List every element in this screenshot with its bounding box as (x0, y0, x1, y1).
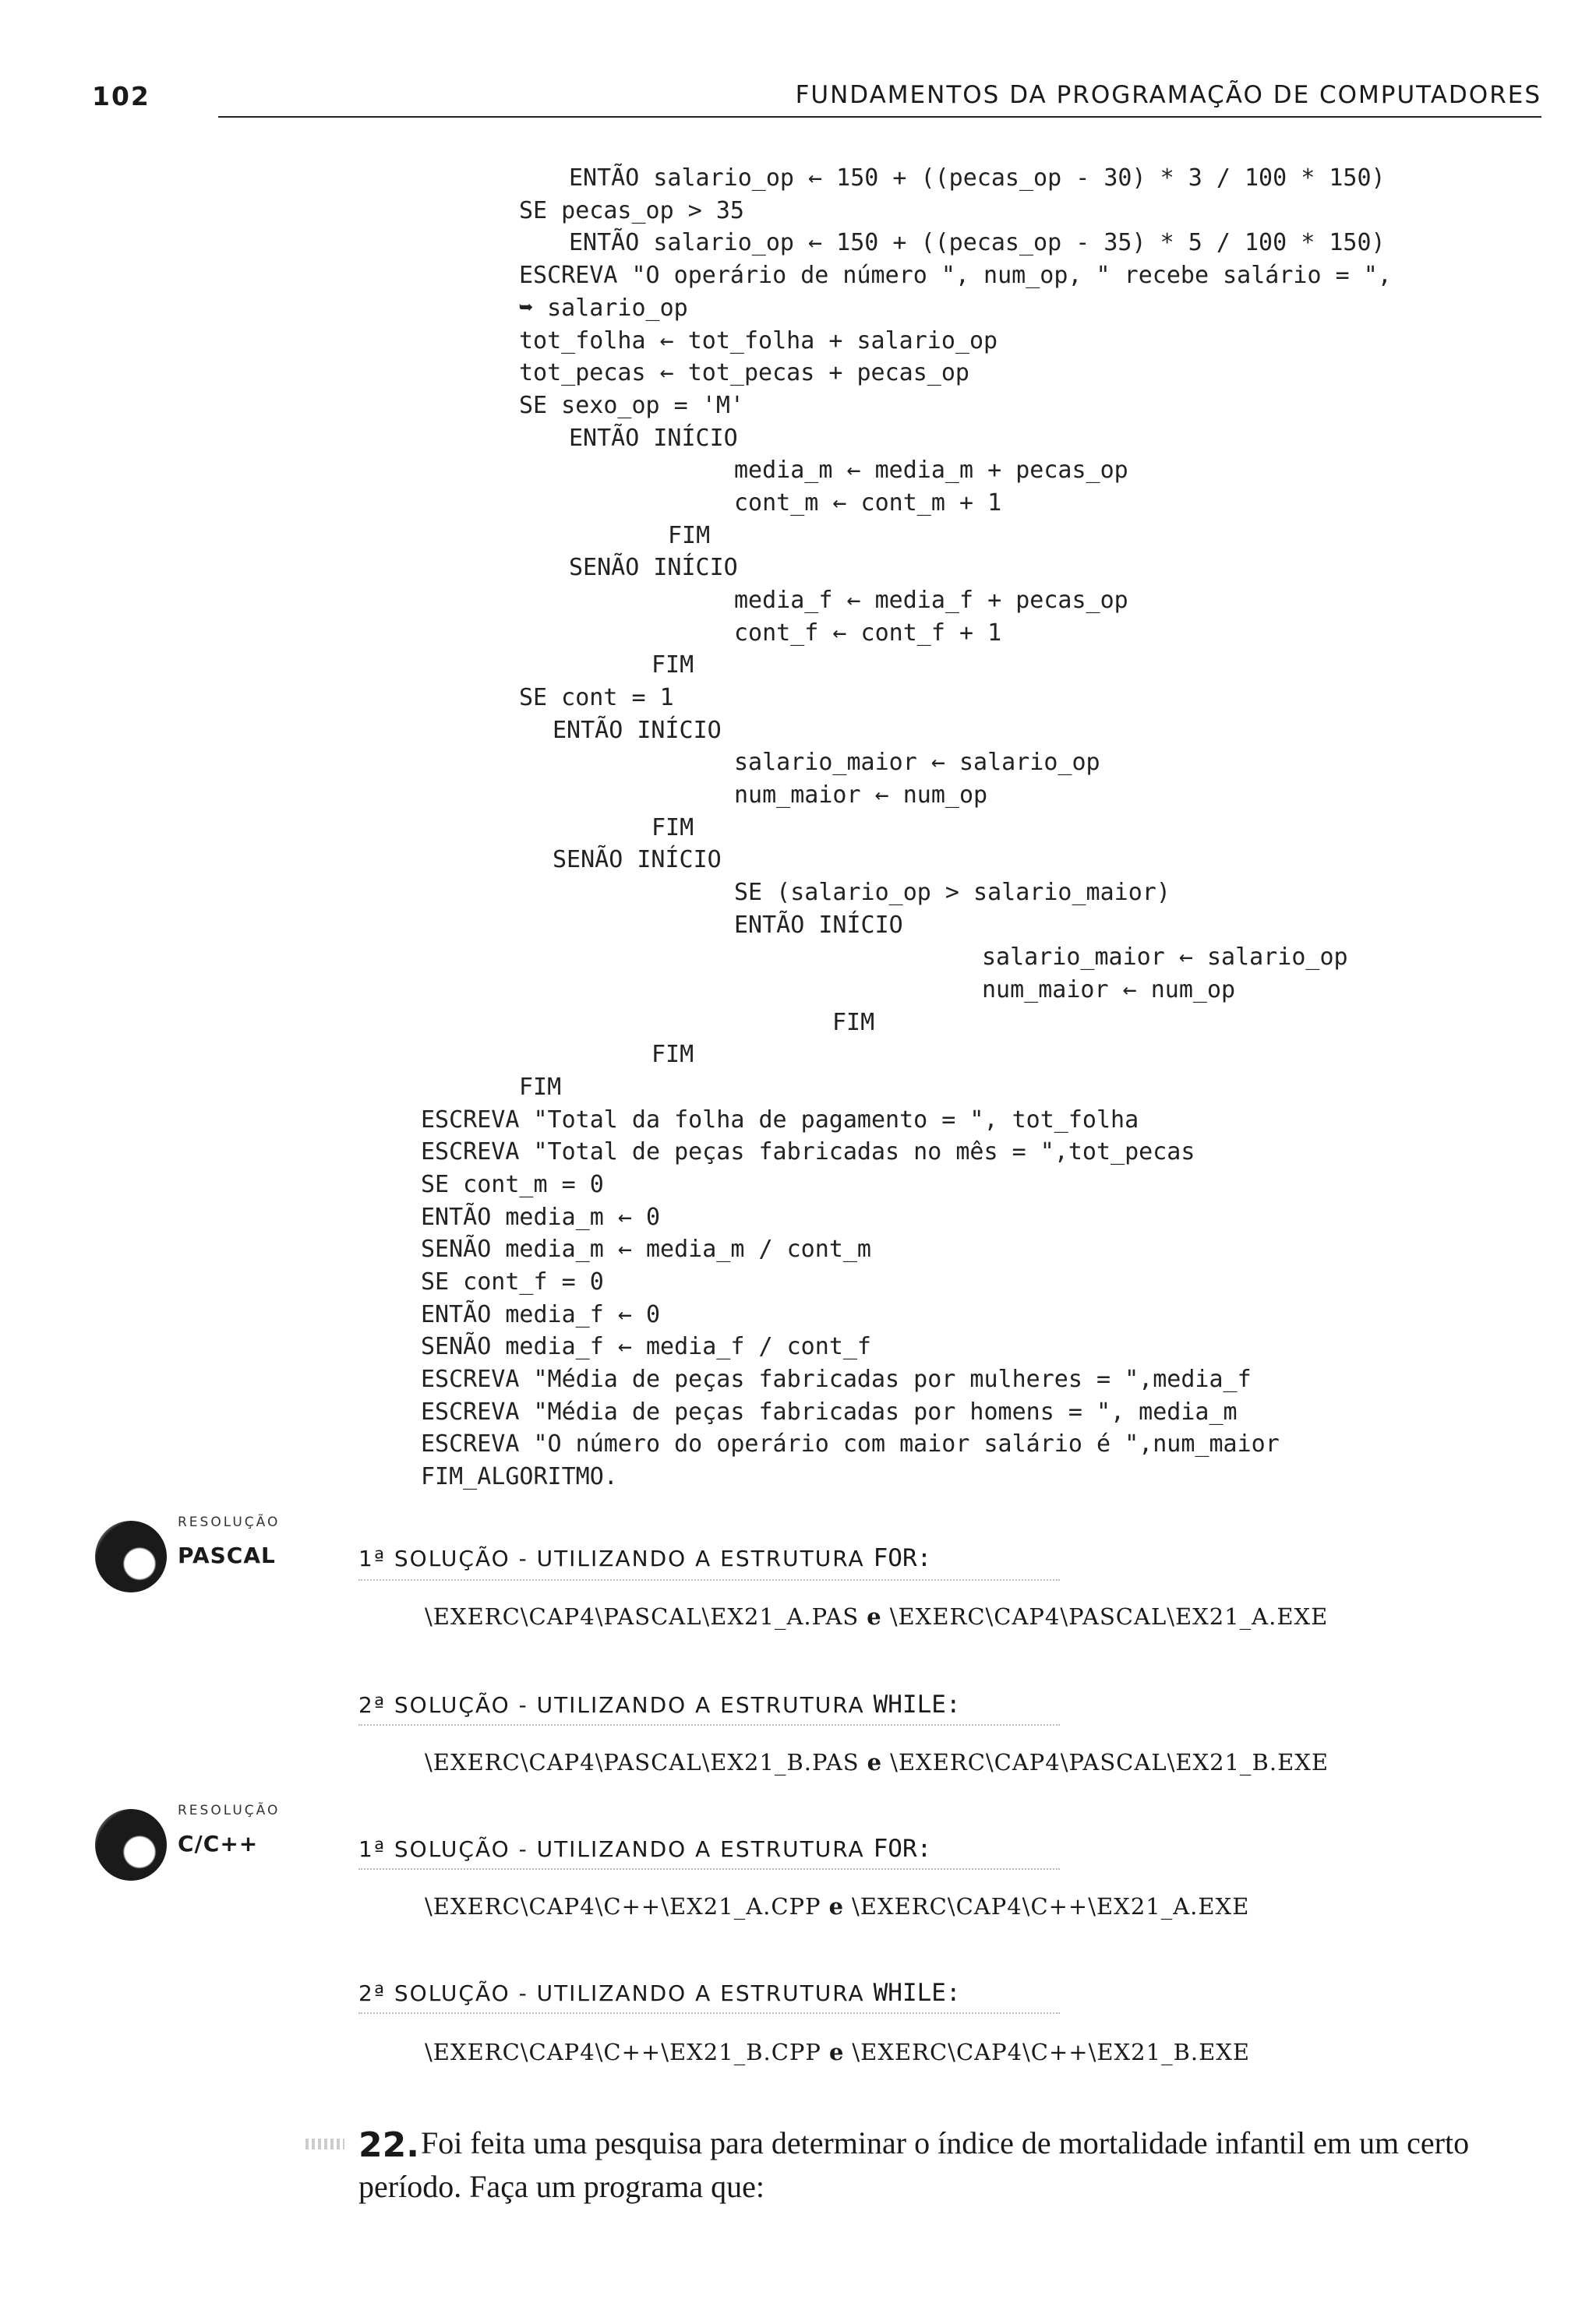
code-line: media_f ← media_f + pecas_op (734, 587, 1128, 614)
dotted-rule (358, 1868, 1060, 1870)
solution-keyword: WHILE: (873, 1979, 961, 2007)
code-line: FIM (668, 522, 711, 549)
page-number: 102 (92, 81, 150, 111)
code-line: FIM (651, 1041, 694, 1068)
dotted-rule (358, 2012, 1060, 2014)
source-path: \EXERC\CAP4\C++\EX21_A.CPP (425, 1893, 821, 1920)
code-line: ESCREVA "Média de peças fabricadas por mulheres = ",media_f (421, 1366, 1252, 1393)
disc-icon (95, 1809, 167, 1881)
code-line: ENTÃO INÍCIO (734, 912, 903, 939)
code-line: num_maior ← num_op (982, 976, 1236, 1003)
dotted-rule (358, 1579, 1060, 1581)
code-line: SENÃO media_m ← media_m / cont_m (421, 1236, 871, 1263)
badge-language: C/C++ (178, 1831, 259, 1857)
exe-path: \EXERC\CAP4\C++\EX21_A.EXE (852, 1893, 1250, 1920)
code-line: salario_maior ← salario_op (982, 943, 1348, 971)
code-line: ESCREVA "O número do operário com maior salário é ",num_maior (421, 1430, 1280, 1458)
dotted-rule (358, 1724, 1060, 1726)
file-path-line (425, 1603, 1328, 1630)
disc-icon (95, 1521, 167, 1592)
source-path: \EXERC\CAP4\C++\EX21_B.CPP (425, 2039, 821, 2065)
code-line: SENÃO INÍCIO (553, 846, 722, 873)
code-line: ➥ salario_op (519, 294, 688, 322)
resolution-badge-cpp (84, 1800, 341, 1885)
solution-label: 2ª SOLUÇÃO - UTILIZANDO A ESTRUTURA (358, 1980, 874, 2006)
solution-label: 2ª SOLUÇÃO - UTILIZANDO A ESTRUTURA (358, 1692, 874, 1718)
badge-caption: RESOLUÇÃO (178, 1515, 281, 1530)
file-path-line (425, 1749, 1329, 1776)
solution-label: 1ª SOLUÇÃO - UTILIZANDO A ESTRUTURA (358, 1546, 874, 1571)
code-line: ENTÃO media_m ← 0 (421, 1204, 661, 1231)
header-rule (218, 116, 1541, 118)
code-line: SE cont_m = 0 (421, 1171, 604, 1198)
code-line: SE pecas_op > 35 (519, 197, 744, 224)
code-line: SENÃO media_f ← media_f / cont_f (421, 1333, 871, 1360)
code-line: tot_pecas ← tot_pecas + pecas_op (519, 359, 969, 386)
code-line: ENTÃO salario_op ← 150 + ((pecas_op - 35) * 5 / 100 * 150) (569, 229, 1386, 256)
exe-path: \EXERC\CAP4\C++\EX21_B.EXE (852, 2039, 1251, 2065)
code-line: salario_maior ← salario_op (734, 749, 1100, 776)
conjunction: e (828, 1893, 845, 1920)
code-line: SE cont_f = 0 (421, 1268, 604, 1296)
solution-keyword: FOR: (873, 1544, 932, 1572)
code-line: FIM (519, 1074, 562, 1101)
badge-language: PASCAL (178, 1543, 276, 1568)
code-line: ENTÃO INÍCIO (553, 717, 722, 744)
code-line: ESCREVA "Média de peças fabricadas por homens = ", media_m (421, 1398, 1238, 1426)
code-line: ESCREVA "Total de peças fabricadas no mês = ",tot_pecas (421, 1138, 1195, 1166)
solution-heading (358, 1835, 931, 1863)
exercise-text-line: período. Faça um programa que: (358, 2169, 764, 2204)
code-line: FIM (651, 651, 694, 679)
exercise-text-line: Foi feita uma pesquisa para determinar o índice de mortalidade infantil em um certo (421, 2125, 1470, 2160)
code-line: ENTÃO media_f ← 0 (421, 1301, 661, 1328)
solution-keyword: FOR: (873, 1835, 932, 1863)
code-line: FIM (651, 814, 694, 841)
solution-keyword: WHILE: (873, 1691, 961, 1719)
solution-heading (358, 1691, 961, 1719)
code-line: ENTÃO salario_op ← 150 + ((pecas_op - 30) * 3 / 100 * 150) (569, 164, 1386, 192)
solution-heading (358, 1544, 931, 1572)
code-line: ENTÃO INÍCIO (569, 425, 738, 452)
code-line: FIM_ALGORITMO. (421, 1463, 618, 1490)
code-line: FIM (832, 1009, 875, 1036)
exe-path: \EXERC\CAP4\PASCAL\EX21_A.EXE (889, 1603, 1329, 1630)
exe-path: \EXERC\CAP4\PASCAL\EX21_B.EXE (890, 1749, 1329, 1776)
code-line: SE cont = 1 (519, 684, 674, 711)
conjunction: e (867, 1749, 883, 1776)
solution-heading (358, 1979, 961, 2007)
code-line: SE (salario_op > salario_maior) (734, 879, 1171, 906)
code-line: tot_folha ← tot_folha + salario_op (519, 327, 998, 354)
code-line: num_maior ← num_op (734, 781, 988, 809)
code-line: cont_f ← cont_f + 1 (734, 619, 1002, 647)
solution-label: 1ª SOLUÇÃO - UTILIZANDO A ESTRUTURA (358, 1836, 874, 1862)
source-path: \EXERC\CAP4\PASCAL\EX21_B.PAS (425, 1749, 860, 1776)
code-line: media_m ← media_m + pecas_op (734, 457, 1128, 484)
badge-caption: RESOLUÇÃO (178, 1803, 281, 1818)
code-line: ESCREVA "O operário de número ", num_op, " recebe salário = ", (519, 262, 1392, 289)
conjunction: e (828, 2039, 845, 2065)
conjunction: e (867, 1603, 882, 1630)
resolution-badge-pascal (84, 1511, 341, 1597)
source-path: \EXERC\CAP4\PASCAL\EX21_A.PAS (425, 1603, 860, 1630)
code-line: cont_m ← cont_m + 1 (734, 489, 1002, 517)
running-title: FUNDAMENTOS DA PROGRAMAÇÃO DE COMPUTADORES (795, 81, 1541, 109)
exercise-number: 22. (358, 2125, 419, 2165)
code-line: SENÃO INÍCIO (569, 554, 738, 581)
code-line: SE sexo_op = 'M' (519, 392, 744, 419)
file-path-line (425, 1893, 1249, 1920)
code-line: ESCREVA "Total da folha de pagamento = ", tot_folha (421, 1106, 1139, 1134)
decorative-dots (305, 2139, 344, 2149)
file-path-line (425, 2039, 1250, 2065)
